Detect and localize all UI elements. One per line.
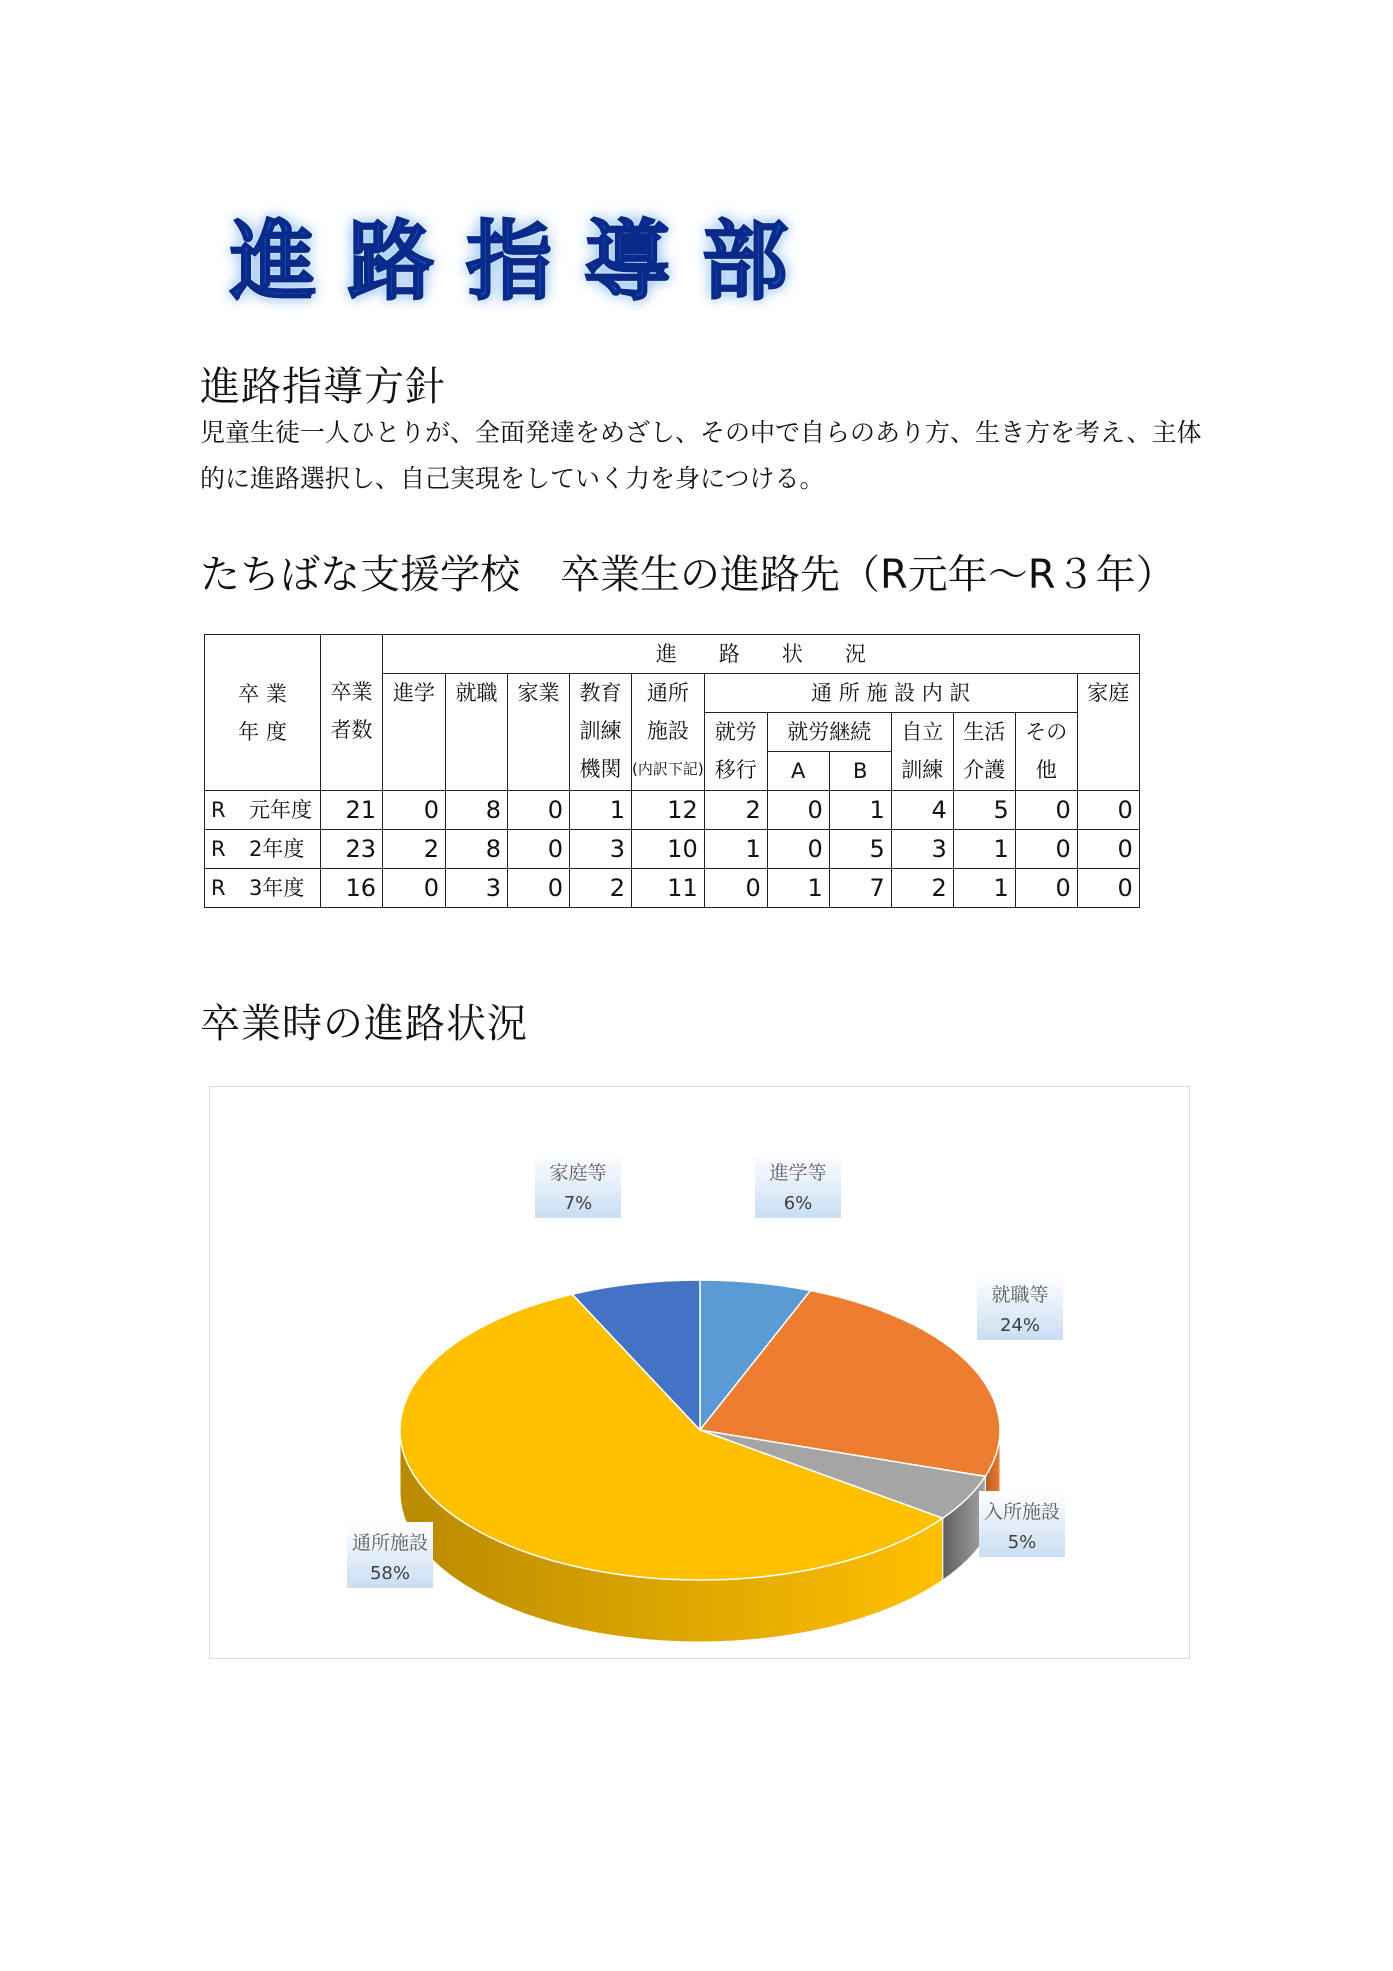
table-cell: 2 bbox=[383, 830, 446, 869]
table-header-row bbox=[205, 635, 1140, 674]
pie-chart bbox=[209, 1086, 1190, 1659]
header-tsusho-line1: 通所 bbox=[646, 681, 689, 705]
header-kyoiku-line1: 教育 bbox=[579, 681, 622, 705]
table-cell: 1 bbox=[953, 830, 1015, 869]
table-cell: 1 bbox=[704, 830, 767, 869]
data-label bbox=[755, 1152, 841, 1218]
table-cell: 8 bbox=[446, 830, 508, 869]
header-jiritsu-line1: 自立 bbox=[901, 720, 944, 744]
header-other-line1: その bbox=[1025, 720, 1068, 744]
row-era: R bbox=[211, 876, 226, 900]
table-cell: 2 bbox=[704, 791, 767, 830]
header-seikatsu bbox=[953, 713, 1015, 791]
table-cell: 12 bbox=[632, 791, 705, 830]
header-count-line1: 卒業 bbox=[330, 680, 373, 704]
header-katei: 家庭 bbox=[1077, 674, 1139, 791]
header-year bbox=[205, 635, 321, 791]
title-char: 進 bbox=[230, 212, 316, 312]
header-kyoiku-line2: 訓練 bbox=[579, 719, 622, 743]
table-body bbox=[205, 791, 1140, 908]
table-cell: 0 bbox=[1015, 869, 1077, 908]
destinations-table bbox=[204, 634, 1140, 908]
header-keizoku: 就労継続 bbox=[767, 713, 891, 752]
table-row bbox=[205, 791, 1140, 830]
table-cell: 1 bbox=[953, 869, 1015, 908]
data-label-value: 6% bbox=[783, 1193, 813, 1214]
header-other-line2: 他 bbox=[1035, 758, 1057, 782]
table-cell: 1 bbox=[570, 791, 632, 830]
table-cell: 0 bbox=[508, 869, 570, 908]
header-kyoiku bbox=[570, 674, 632, 791]
title-char: 路 bbox=[348, 212, 434, 312]
table-cell: 23 bbox=[321, 830, 383, 869]
data-label-value: 7% bbox=[563, 1193, 593, 1214]
policy-line-2: 的に進路選択し、自己実現をしていく力を身につける。 bbox=[200, 464, 825, 493]
table-cell: 1 bbox=[767, 869, 829, 908]
table-cell: 0 bbox=[1077, 791, 1139, 830]
table-cell: 3 bbox=[570, 830, 632, 869]
data-label-value: 24% bbox=[999, 1315, 1041, 1336]
page-title bbox=[230, 212, 850, 312]
header-ikou bbox=[704, 713, 767, 791]
data-label-value: 5% bbox=[1007, 1532, 1037, 1553]
title-char: 指 bbox=[466, 212, 552, 312]
table-cell: 0 bbox=[383, 869, 446, 908]
table-cell: 5 bbox=[953, 791, 1015, 830]
table-cell: 21 bbox=[321, 791, 383, 830]
row-year bbox=[205, 869, 321, 908]
header-tsusho-line2: 施設 bbox=[646, 719, 689, 743]
table-cell: 0 bbox=[383, 791, 446, 830]
header-count bbox=[321, 635, 383, 791]
destinations-heading: たちばな支援学校 卒業生の進路先（R元年～R３年） bbox=[200, 552, 1176, 598]
row-year-label: 3年度 bbox=[249, 876, 305, 900]
header-tsusho-line3: (内訳下記) bbox=[632, 760, 704, 778]
header-tsusho bbox=[632, 674, 705, 791]
data-label-category: 就職等 bbox=[991, 1284, 1049, 1306]
header-b: B bbox=[829, 752, 891, 791]
table-cell: 7 bbox=[829, 869, 891, 908]
table-cell: 0 bbox=[767, 830, 829, 869]
header-seikatsu-line1: 生活 bbox=[963, 720, 1006, 744]
header-shushoku: 就職 bbox=[446, 674, 508, 791]
table-cell: 0 bbox=[508, 791, 570, 830]
header-other bbox=[1015, 713, 1077, 791]
header-jiritsu bbox=[891, 713, 953, 791]
table-cell: 10 bbox=[632, 830, 705, 869]
pie-chart-svg bbox=[210, 1087, 1189, 1658]
table-cell: 2 bbox=[570, 869, 632, 908]
policy-heading: 進路指導方針 bbox=[200, 364, 446, 410]
header-ikou-line2: 移行 bbox=[714, 758, 757, 782]
header-group-breakdown: 通 所 施 設 内 訳 bbox=[704, 674, 1077, 713]
table-cell: 0 bbox=[767, 791, 829, 830]
policy-text bbox=[200, 410, 1210, 502]
table-cell: 3 bbox=[446, 869, 508, 908]
row-era: R bbox=[211, 798, 226, 822]
row-year bbox=[205, 830, 321, 869]
title-char: 導 bbox=[584, 212, 670, 312]
table-cell: 0 bbox=[1077, 830, 1139, 869]
table-cell: 0 bbox=[1077, 869, 1139, 908]
header-kagyo: 家業 bbox=[508, 674, 570, 791]
data-label-category: 家庭等 bbox=[549, 1162, 607, 1184]
header-year-line2: 年 度 bbox=[238, 719, 287, 744]
data-label bbox=[535, 1152, 621, 1218]
table-cell: 1 bbox=[829, 791, 891, 830]
table-cell: 2 bbox=[891, 869, 953, 908]
data-label bbox=[979, 1491, 1065, 1557]
table-row bbox=[205, 830, 1140, 869]
header-year-line1: 卒 業 bbox=[238, 681, 287, 706]
row-year bbox=[205, 791, 321, 830]
data-label-category: 進学等 bbox=[769, 1162, 827, 1184]
data-label-category: 通所施設 bbox=[351, 1532, 429, 1554]
table-cell: 5 bbox=[829, 830, 891, 869]
header-ikou-line1: 就労 bbox=[714, 720, 757, 744]
table-cell: 0 bbox=[508, 830, 570, 869]
header-group-status: 進 路 状 況 bbox=[383, 635, 1140, 674]
header-count-line2: 者数 bbox=[330, 718, 373, 742]
header-a: A bbox=[767, 752, 829, 791]
table-cell: 0 bbox=[1015, 791, 1077, 830]
row-era: R bbox=[211, 837, 226, 861]
data-label bbox=[977, 1274, 1063, 1340]
header-seikatsu-line2: 介護 bbox=[963, 758, 1006, 782]
table-cell: 0 bbox=[704, 869, 767, 908]
table-cell: 11 bbox=[632, 869, 705, 908]
table-cell: 3 bbox=[891, 830, 953, 869]
title-char: 部 bbox=[702, 212, 788, 312]
data-label bbox=[347, 1522, 433, 1588]
policy-line-1: 児童生徒一人ひとりが、全面発達をめざし、その中で自らのあり方、生き方を考え、主体 bbox=[200, 418, 1202, 447]
table-cell: 4 bbox=[891, 791, 953, 830]
table-cell: 16 bbox=[321, 869, 383, 908]
header-jiritsu-line2: 訓練 bbox=[901, 758, 944, 782]
table-cell: 0 bbox=[1015, 830, 1077, 869]
data-label-category: 入所施設 bbox=[983, 1501, 1061, 1523]
row-year-label: 元年度 bbox=[249, 798, 312, 822]
table-cell: 8 bbox=[446, 791, 508, 830]
data-label-value: 58% bbox=[369, 1563, 411, 1584]
table-row bbox=[205, 869, 1140, 908]
status-heading: 卒業時の進路状況 bbox=[200, 1001, 528, 1047]
header-shingaku: 進学 bbox=[383, 674, 446, 791]
row-year-label: 2年度 bbox=[249, 837, 305, 861]
header-kyoiku-line3: 機関 bbox=[579, 757, 622, 781]
